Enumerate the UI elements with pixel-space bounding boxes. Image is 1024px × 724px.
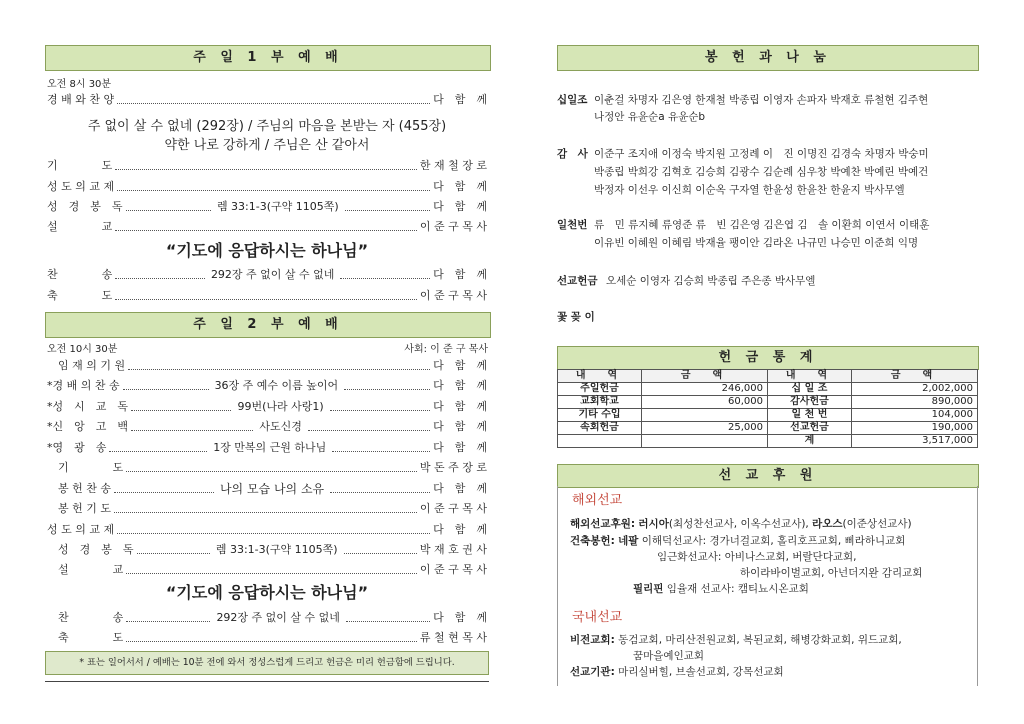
order-row: [47, 561, 487, 577]
mission-label: 선교헌금: [557, 275, 598, 287]
missions-header: 선 교 후 원: [557, 464, 979, 488]
finance-table: [557, 369, 978, 448]
order-leader: 한 재 철 장 로: [419, 159, 487, 172]
overseas-line: 하이라바이벌교회, 아넌더지완 감리교회: [740, 567, 923, 579]
order-leader: 이 준 구 목 사: [419, 220, 487, 233]
order-detail: 36장 주 예수 이름 높이어: [214, 379, 339, 392]
domestic-line: 선교기관: 마리실버힐, 브솔선교회, 강목선교회: [570, 666, 784, 678]
table-row: [558, 396, 978, 409]
order-detail: 사도신경: [259, 420, 302, 433]
order-row: [47, 398, 487, 414]
tithe-names: 이춘걸 차명자 김은영 한재철 박종립 이영자 손파자 박재호 류철현 김주현: [594, 94, 929, 106]
bottom-rule: [45, 681, 489, 682]
order-leader: 이 준 구 목 사: [419, 502, 487, 515]
order-leader: 박 돈 주 장 로: [419, 461, 487, 474]
hundred-label: 일천번: [557, 219, 588, 231]
table-row: [558, 422, 978, 435]
order-leader: 박 재 호 권 사: [419, 543, 488, 556]
order-label: *경 배 의 찬 송: [47, 379, 120, 392]
order-row: [47, 629, 487, 645]
total-label: 계: [768, 435, 852, 448]
col-header: 내 역: [768, 370, 852, 383]
item-name: 속회헌금: [558, 422, 642, 435]
table-header-row: [558, 370, 978, 383]
order-label: 임 재 의 기 원: [47, 359, 126, 372]
sermon-title: “기도에 응답하시는 하나님”: [165, 583, 369, 602]
order-leader: 다 함 께: [433, 441, 487, 454]
service2-time: 오전 10시 30분: [47, 344, 118, 355]
order-label: 설 교: [47, 563, 124, 576]
order-detail: 292장 주 없이 살 수 없네: [216, 611, 340, 624]
order-label: 봉 헌 기 도: [47, 502, 111, 515]
item-amount: 25,000: [642, 422, 768, 435]
order-row: [47, 418, 487, 434]
domestic-line: 꿈마을예인교회: [633, 650, 705, 662]
order-leader: 다 함 께: [433, 420, 488, 433]
service2-header: 주 일 2 부 예 배: [45, 312, 491, 338]
order-row: [47, 91, 487, 107]
order-label: *영 광 송: [47, 441, 107, 454]
domestic-title: 국내선교: [572, 610, 623, 625]
order-leader: 이 준 구 목 사: [419, 289, 487, 302]
item-amount: [642, 409, 768, 422]
order-leader: 다 함 께: [433, 523, 487, 536]
order-row: [47, 377, 487, 393]
order-detail: 99번(나라 사랑1): [237, 400, 324, 413]
thanks-names: 박정자 이선우 이신희 이순옥 구자열 한윤성 한윤찬 한윤지 박사무엘: [594, 184, 905, 196]
order-label: *신 앙 고 백: [47, 420, 129, 433]
empty-cell: [642, 435, 768, 448]
flower-label: 꽃 꽂 이: [557, 311, 595, 323]
item-name: 교회학교: [558, 396, 642, 409]
order-leader: 다 함 께: [433, 180, 487, 193]
table-row: [558, 409, 978, 422]
order-detail: 렘 33:1-3(구약 1105쪽): [215, 543, 338, 556]
order-detail: 나의 모습 나의 소유: [219, 481, 325, 496]
overseas-title: 해외선교: [572, 493, 623, 508]
col-header: 내 역: [558, 370, 642, 383]
order-label: 축 도: [47, 631, 124, 644]
item-name: 선교헌금: [768, 422, 852, 435]
item-name: 주일헌금: [558, 383, 642, 396]
order-label: 찬 송: [47, 268, 113, 281]
order-leader: 다 함 께: [433, 482, 488, 495]
order-row: [47, 521, 487, 537]
domestic-line: 비전교회: 동검교회, 마리산전원교회, 복된교회, 해병강화교회, 위드교회,: [570, 634, 902, 646]
service1-header: 주 일 1 부 예 배: [45, 45, 491, 71]
service2-host: 사회: 이 준 구 목사: [404, 344, 488, 355]
mission-names: 오세순 이영자 김승희 박종립 주은종 박사무엘: [606, 275, 816, 287]
missions-left-border: [557, 486, 558, 686]
order-row: [47, 439, 487, 455]
order-row: [47, 287, 487, 303]
hymn-list: 주 없이 살 수 없네 (292장) / 주님의 마음을 본받는 자 (455장): [87, 119, 447, 134]
tithe-label: 십일조: [557, 94, 588, 106]
thanks-names: 박종립 박희강 김혁호 김승희 김광수 김순례 심우창 박예찬 박예린 박예건: [594, 166, 929, 178]
item-amount: 2,002,000: [852, 383, 978, 396]
order-row: [47, 357, 487, 373]
hymn-list: 약한 나로 강하게 / 주님은 산 같아서: [164, 138, 370, 153]
hundred-names: 이유빈 이혜원 이혜림 박재율 팽이안 김라온 나규민 나승민 이준희 익명: [594, 237, 919, 249]
order-row: [47, 500, 487, 516]
table-row: [558, 383, 978, 396]
order-leader: 다 함 께: [433, 379, 488, 392]
item-name: 감사헌금: [768, 396, 852, 409]
order-label: 기 도: [47, 159, 113, 172]
order-leader: 이 준 구 목 사: [419, 563, 487, 576]
table-total-row: [558, 435, 978, 448]
order-label: 기 도: [47, 461, 124, 474]
order-leader: 다 함 께: [433, 200, 487, 213]
offering-header: 봉 헌 과 나 눔: [557, 45, 979, 71]
order-leader: 다 함 께: [433, 400, 487, 413]
order-leader: 다 함 께: [433, 611, 487, 624]
footnote-text: * 표는 일어서서 / 예배는 10분 전에 와서 정성스럽게 드리고 헌금은 미리 헌금함에 드립니다.: [79, 657, 455, 668]
order-label: 성 도 의 교 제: [47, 523, 115, 536]
item-name: 십 일 조: [768, 383, 852, 396]
order-label: 성 도 의 교 제: [47, 180, 115, 193]
thanks-names: 이준구 조지애 이정숙 박지원 고정례 이 진 이명진 김경숙 차명자 박숭미: [594, 148, 929, 160]
order-row: [47, 609, 487, 625]
order-label: 경 배 와 찬 양: [47, 93, 115, 106]
col-header: 금 액: [642, 370, 768, 383]
order-leader: 다 함 께: [433, 268, 487, 281]
item-name: 일 천 번: [768, 409, 852, 422]
order-row: [47, 541, 487, 557]
overseas-line: 임근화선교사: 아비나스교회, 버랄단다교회,: [657, 551, 857, 563]
order-row: [47, 157, 487, 173]
overseas-line: 건축봉헌: 네팔 이해덕선교사: 경가너걸교회, 홀리호프교회, 삐라하니교회: [570, 535, 906, 547]
order-label: 축 도: [47, 289, 113, 302]
thanks-label: 감 사: [557, 148, 588, 160]
sermon-title: “기도에 응답하시는 하나님”: [165, 241, 369, 260]
overseas-line: 해외선교후원: 러시아(최성찬선교사, 이옥수선교사), 라오스(이준상선교사): [570, 518, 912, 530]
finance-header: 헌 금 통 계: [557, 346, 979, 370]
item-amount: 890,000: [852, 396, 978, 409]
order-label: *성 시 교 독: [47, 400, 129, 413]
order-label: 성 경 봉 독: [47, 200, 123, 213]
order-detail: 렘 33:1-3(구약 1105쪽): [216, 200, 339, 213]
overseas-line: 필리핀 임율재 선교사: 캠티뇨시온교회: [633, 583, 809, 595]
item-amount: 246,000: [642, 383, 768, 396]
order-detail: 1장 만복의 근원 하나님: [213, 441, 327, 454]
order-label: 성 경 봉 독: [47, 543, 134, 556]
order-leader: 류 철 현 목 사: [419, 631, 487, 644]
order-label: 찬 송: [47, 611, 124, 624]
order-leader: 다 함 께: [433, 359, 487, 372]
order-label: 봉 헌 찬 송: [47, 482, 111, 495]
missions-right-border: [977, 486, 978, 686]
item-amount: 190,000: [852, 422, 978, 435]
item-name: 기타 수입: [558, 409, 642, 422]
total-amount: 3,517,000: [852, 435, 978, 448]
item-amount: 60,000: [642, 396, 768, 409]
order-row: [47, 266, 487, 282]
order-row: [47, 480, 487, 496]
item-amount: 104,000: [852, 409, 978, 422]
footnote-box: [45, 651, 489, 675]
order-row: [47, 218, 487, 234]
order-row: [47, 198, 487, 214]
empty-cell: [558, 435, 642, 448]
hundred-names: 류 민 류지혜 류영준 류 빈 김은영 김은엽 김 솔 이환희 이연서 이태훈: [594, 219, 930, 231]
order-row: [47, 459, 487, 475]
order-detail: 292장 주 없이 살 수 없네: [210, 268, 335, 281]
col-header: 금 액: [852, 370, 978, 383]
order-label: 설 교: [47, 220, 113, 233]
order-row: [47, 178, 487, 194]
service1-time: 오전 8시 30분: [47, 79, 112, 90]
tithe-names: 나정안 유윤순a 유윤순b: [594, 111, 706, 123]
order-leader: 다 함 께: [433, 93, 487, 106]
